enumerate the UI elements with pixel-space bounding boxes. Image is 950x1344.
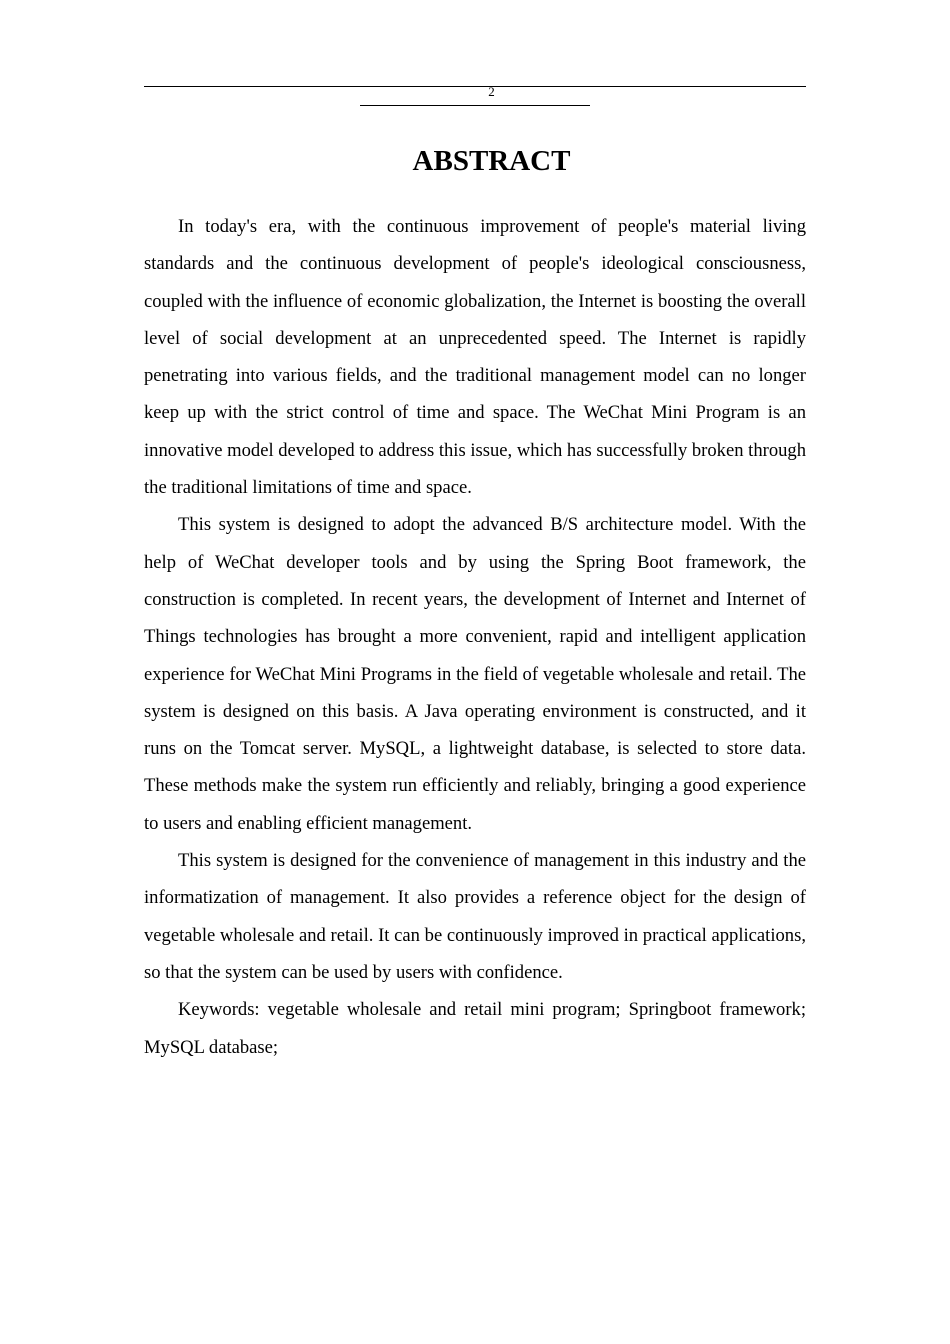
page-number: 2	[488, 84, 495, 99]
page-number-rule	[360, 105, 590, 106]
keywords-paragraph: Keywords: vegetable wholesale and retail mini program; Springboot framework; MySQL database;	[144, 999, 806, 1058]
abstract-body	[144, 208, 806, 1066]
abstract-paragraph-3: This system is designed for the convenience of management in this industry and the informatization of management. It also provides a reference object for the design of vegetable wholesale and retail. It can be continuously improved in practical applications, so that the system can be used by users with confidence.	[144, 850, 806, 983]
abstract-title: ABSTRACT	[412, 145, 571, 177]
abstract-paragraph-1: In today's era, with the continuous improvement of people's material living standards and the continuous development of people's ideological consciousness, coupled with the influence of economic globalization, the Internet is boosting the overall level of social development at an unprecedented speed. The Internet is rapidly penetrating into various fields, and the traditional management model can no longer keep up with the strict control of time and space. The WeChat Mini Program is an innovative model developed to address this issue, which has successfully broken through the traditional limitations of time and space.	[144, 216, 807, 499]
abstract-paragraph-2: This system is designed to adopt the advanced B/S architecture model. With the help of WeChat developer tools and by using the Spring Boot framework, the construction is completed. In recent years, the development of Internet and Internet of Things technologies has brought a more convenient, rapid and intelligent application experience for WeChat Mini Programs in the field of vegetable wholesale and retail. The system is designed on this basis. A Java operating environment is constructed, and it runs on the Tomcat server. MySQL, a lightweight database, is selected to store data. These methods make the system run efficiently and reliably, bringing a good experience to users and enabling efficient management.	[144, 514, 806, 834]
